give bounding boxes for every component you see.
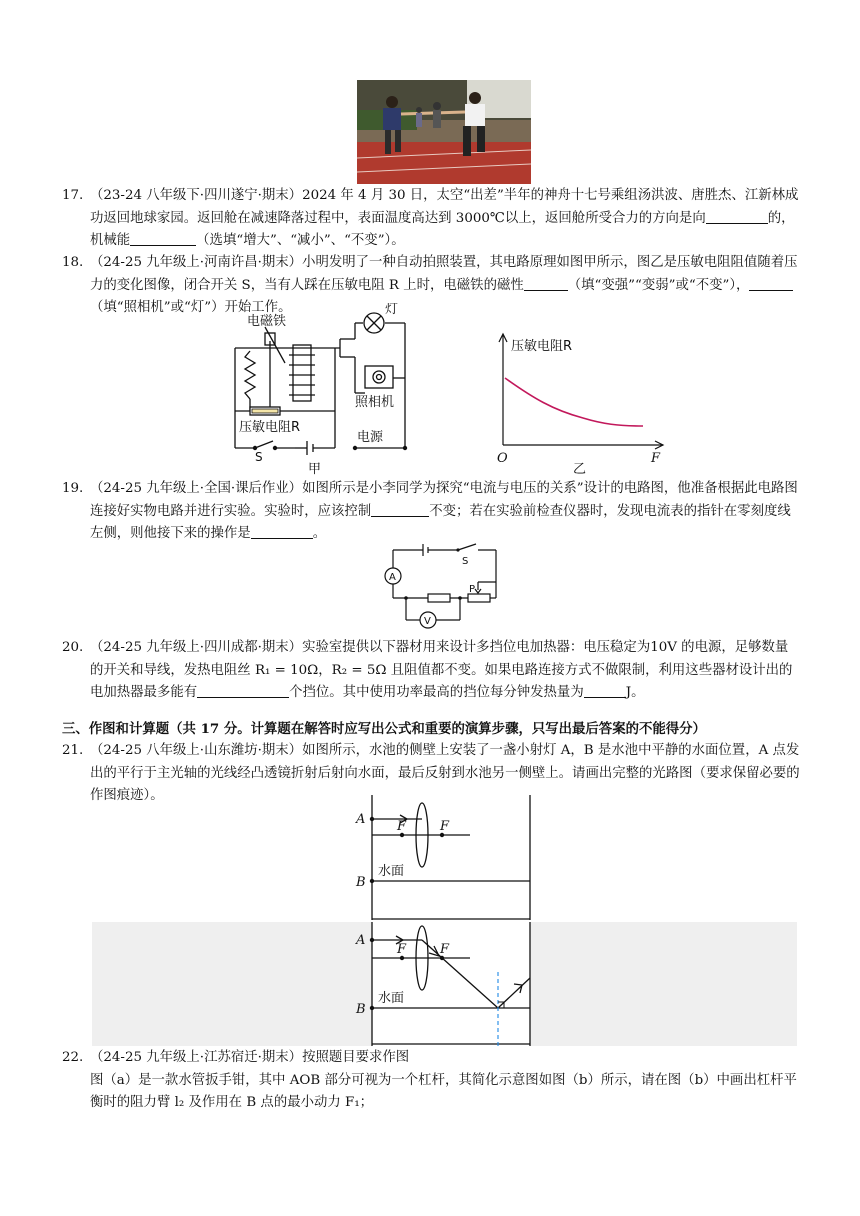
graph-yi bbox=[493, 330, 673, 475]
question-source: （24-25 九年级上·四川成都·期末） bbox=[90, 640, 303, 655]
answer-blank-2[interactable] bbox=[584, 683, 626, 698]
label-b: B bbox=[356, 875, 366, 890]
question-number: 21. bbox=[62, 743, 84, 758]
question-text-2: 的，机械能 bbox=[90, 210, 795, 248]
question-number: 19. bbox=[62, 481, 84, 496]
question-text-2: 不变；若在实验前检查仪器时，发现电流表的指针在零刻度线左侧，则他接下来的操作是 bbox=[90, 503, 791, 541]
graph-origin: O bbox=[497, 451, 508, 466]
answer-blank-1[interactable] bbox=[706, 209, 768, 224]
slider-label: P bbox=[469, 584, 476, 595]
label-varistor: 压敏电阻R bbox=[239, 420, 301, 435]
question-text-3: （填“照相机”或“灯”）开始工作。 bbox=[90, 300, 292, 315]
label-electromagnet: 电磁铁 bbox=[247, 314, 287, 329]
label-switch-s: S bbox=[255, 450, 263, 464]
question-text-3: 。 bbox=[312, 526, 327, 541]
question-text-2: （填“变强”“变弱”或“不变”）， bbox=[567, 277, 750, 293]
label-f-left: F bbox=[397, 942, 407, 957]
question-source: （24-25 九年级上·河南许昌·期末） bbox=[90, 255, 303, 270]
label-f-left: F bbox=[397, 819, 407, 834]
ammeter-label: A bbox=[389, 572, 396, 583]
answer-blank-1[interactable] bbox=[524, 276, 568, 291]
answer-blank-1[interactable] bbox=[371, 502, 429, 517]
answer-blank-1[interactable] bbox=[197, 683, 289, 698]
question-number: 17. bbox=[62, 188, 84, 203]
voltmeter-label: V bbox=[424, 616, 431, 627]
label-f-right: F bbox=[440, 942, 450, 957]
label-camera: 照相机 bbox=[355, 395, 395, 410]
question-number: 20. bbox=[62, 640, 84, 655]
answer-blank-2[interactable] bbox=[130, 231, 196, 246]
circuit-diagram-jia bbox=[225, 303, 415, 475]
question-number: 18. bbox=[62, 255, 84, 270]
question-source: （24-25 九年级上·江苏宿迁·期末） bbox=[90, 1050, 303, 1065]
graph-xlabel: F bbox=[651, 451, 661, 466]
label-water: 水面 bbox=[378, 991, 405, 1006]
resistance-curve bbox=[505, 378, 643, 426]
answer-blank-2[interactable] bbox=[749, 276, 793, 291]
label-lamp: 灯 bbox=[385, 303, 399, 317]
circuit-diagram-19 bbox=[378, 542, 502, 634]
switch-label: S bbox=[462, 556, 469, 567]
label-figure-jia: 甲 bbox=[308, 462, 322, 475]
lens-pool-figure bbox=[352, 795, 537, 920]
section-3-heading: 三、作图和计算题（共 17 分。计算题在解答时应写出公式和重要的演算步骤，只写出最后答案的不能得分） bbox=[62, 721, 706, 737]
question-text: 如图所示是小李同学为探究“电流与电压的关系”设计的电路图，他准备根据此电路图连接好实物电路并进行实验。实验时，应该控制 bbox=[90, 481, 798, 519]
label-power: 电源 bbox=[357, 430, 384, 445]
question-source: （23-24 八年级下·四川遂宁·期末） bbox=[90, 188, 303, 203]
question-source: （24-25 九年级上·全国·课后作业） bbox=[90, 481, 303, 496]
label-a: A bbox=[356, 933, 366, 948]
question-text-2: 图（a）是一款水管扳手钳，其中 AOB 部分可视为一个杠杆，其简化示意图如图（b）所示，请在图（b）中画出杠杆平衡时的阻力臂 l₂ 及作用在 B 点的最小动力 F₁； bbox=[90, 1072, 797, 1110]
question-20 bbox=[62, 637, 800, 705]
question-19 bbox=[62, 478, 800, 546]
label-figure-yi: 乙 bbox=[573, 462, 587, 475]
question-17 bbox=[62, 185, 800, 253]
label-f-right: F bbox=[440, 819, 450, 834]
question-text: 如图所示，水池的侧壁上安装了一盏小射灯 A，B 是水池中平静的水面位置，A 点发出的平行于主光轴的光线经凸透镜折射后射向水面，最后反射到水池另一侧壁上。请画出完整的光路图（要求保留必要的作图痕迹）。 bbox=[90, 743, 800, 803]
question-22 bbox=[62, 1047, 800, 1115]
question-text: 按照题目要求作图 bbox=[302, 1050, 410, 1065]
question-text-3: （选填“增大”、“减小”、“不变”）。 bbox=[196, 233, 405, 248]
question-text-3: J。 bbox=[625, 685, 645, 700]
label-water: 水面 bbox=[378, 864, 405, 879]
label-a: A bbox=[356, 812, 366, 827]
lens-pool-answer-figure bbox=[352, 922, 537, 1046]
answer-blank-2[interactable] bbox=[251, 524, 313, 539]
question-18 bbox=[62, 252, 800, 320]
relay-race-photo bbox=[357, 80, 531, 184]
question-text-2: 个挡位。其中使用功率最高的挡位每分钟发热量为 bbox=[289, 685, 584, 700]
question-text: 小明发明了一种自动拍照装置，其电路原理如图甲所示，图乙是压敏电阻阻值随着压力的变化图像，闭合开关 S，当有人踩在压敏电阻 R 上时，电磁铁的磁性 bbox=[90, 255, 798, 293]
graph-ylabel: 压敏电阻R bbox=[511, 339, 573, 354]
question-text: 2024 年 4 月 30 日，太空“出差”半年的神舟十七号乘组汤洪波、唐胜杰、江新林成功返回地球家园。返回舱在减速降落过程中，表面温度高达到 3000℃以上，返回舱所受合力的方向是向 bbox=[90, 188, 799, 226]
question-source: （24-25 八年级上·山东潍坊·期末） bbox=[90, 743, 303, 758]
question-number: 22. bbox=[62, 1050, 84, 1065]
question-text: 实验室提供以下器材用来设计多挡位电加热器：电压稳定为10V 的电源，足够数量的开关和导线，发热电阻丝 R₁ = 10Ω，R₂ = 5Ω 且阻值都不变。如果电路连接方式不做限制，利用这些器材设计出的电加热器最多能有 bbox=[90, 640, 793, 700]
label-b: B bbox=[356, 1002, 366, 1017]
